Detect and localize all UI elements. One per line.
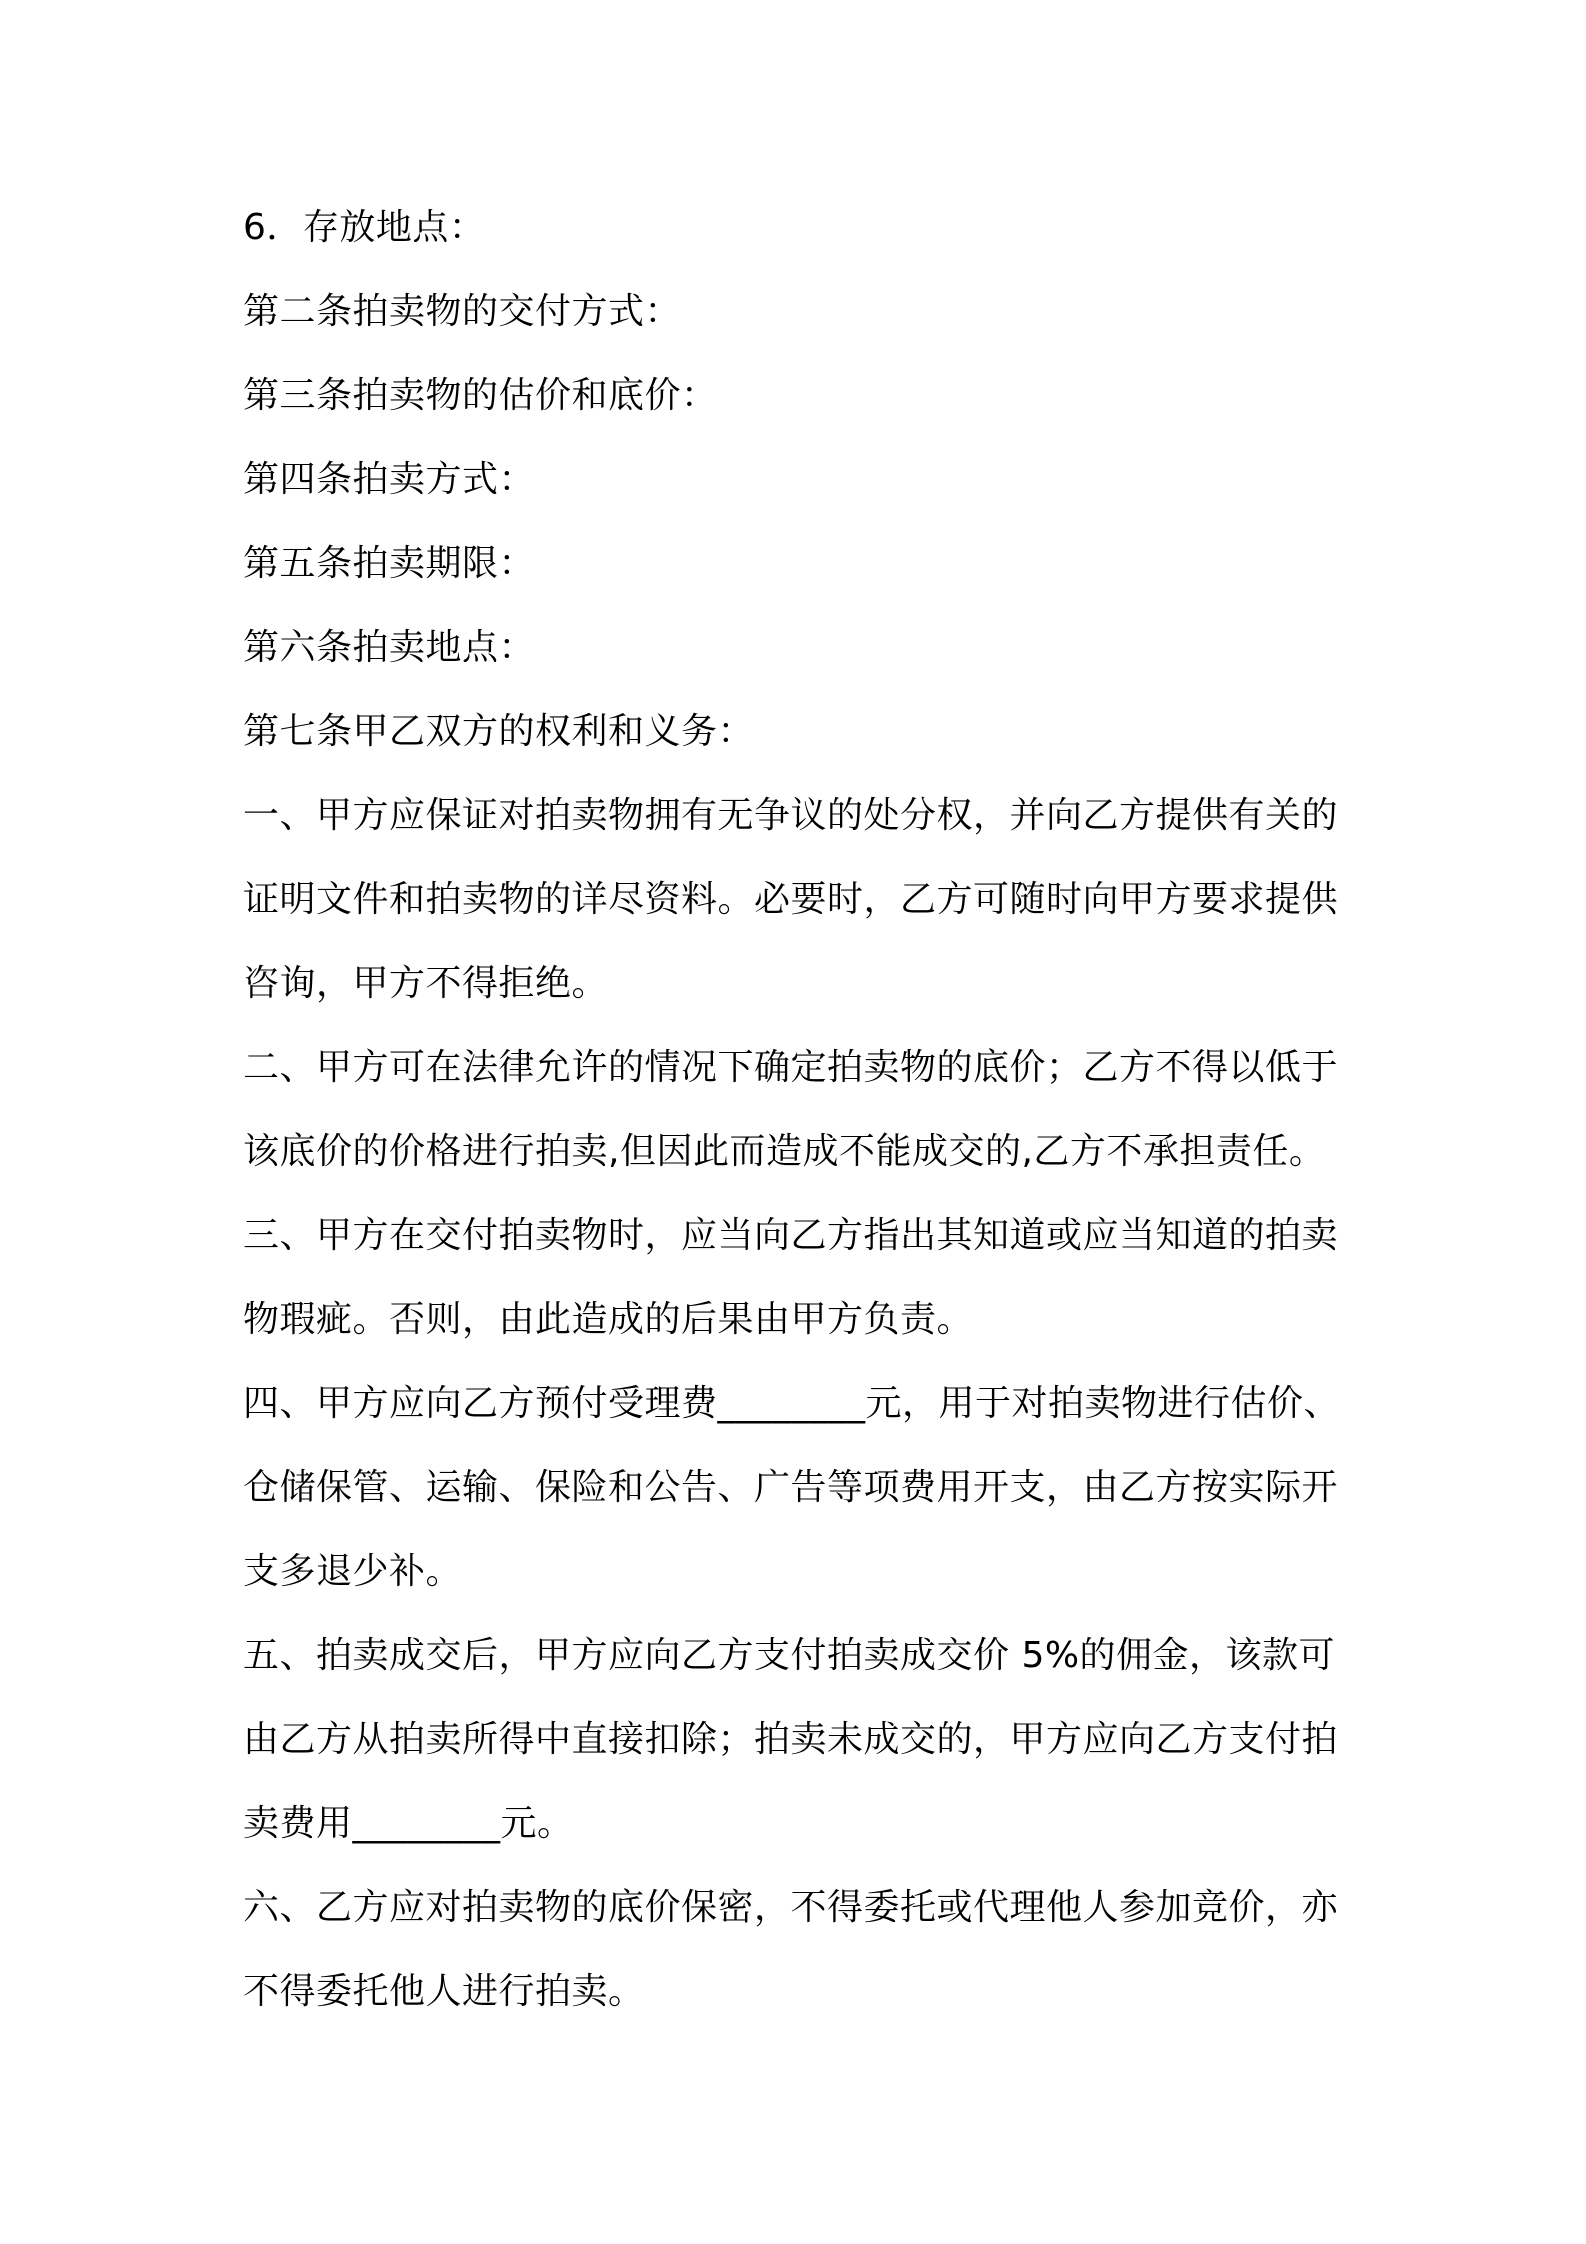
clause-4-line-2: 仓储保管、运输、保险和公告、广告等项费用开支，由乙方按实际开 (243, 1467, 1339, 1508)
clause-5-line-3: 卖费用________元。 (243, 1803, 574, 1844)
clause-5-line-2: 由乙方从拍卖所得中直接扣除；拍卖未成交的，甲方应向乙方支付拍 (243, 1719, 1339, 1760)
clause-5-line-1: 五、拍卖成交后，甲方应向乙方支付拍卖成交价 5%的佣金，该款可 (243, 1635, 1336, 1676)
article-2-delivery-line: 第二条拍卖物的交付方式： (243, 291, 682, 332)
clause-6-line-1: 六、乙方应对拍卖物的底价保密，不得委托或代理他人参加竞价，亦 (243, 1887, 1339, 1928)
clause-3-line-1: 三、甲方在交付拍卖物时，应当向乙方指出其知道或应当知道的拍卖 (243, 1215, 1339, 1256)
clause-6-line-2: 不得委托他人进行拍卖。 (243, 1971, 645, 2012)
article-6-location-line: 第六条拍卖地点： (243, 627, 536, 668)
clause-4-line-1: 四、甲方应向乙方预付受理费________元，用于对拍卖物进行估价、 (243, 1383, 1341, 1424)
article-4-method-line: 第四条拍卖方式： (243, 459, 536, 500)
clause-4-line-3: 支多退少补。 (243, 1551, 463, 1592)
clause-1-line-2: 证明文件和拍卖物的详尽资料。必要时，乙方可随时向甲方要求提供 (243, 879, 1339, 920)
document-body (243, 198, 1378, 2046)
clause-1-line-3: 咨询，甲方不得拒绝。 (243, 963, 609, 1004)
clause-3-line-2: 物瑕疵。否则，由此造成的后果由甲方负责。 (243, 1299, 974, 1340)
clause-2-line-2: 该底价的价格进行拍卖,但因此而造成不能成交的,乙方不承担责任。 (243, 1131, 1326, 1172)
storage-location-line: 6．存放地点： (243, 207, 486, 248)
article-5-period-line: 第五条拍卖期限： (243, 543, 536, 584)
article-3-valuation-line: 第三条拍卖物的估价和底价： (243, 375, 718, 416)
article-7-heading-line: 第七条甲乙双方的权利和义务： (243, 711, 755, 752)
clause-2-line-1: 二、甲方可在法律允许的情况下确定拍卖物的底价；乙方不得以低于 (243, 1047, 1339, 1088)
clause-1-line-1: 一、甲方应保证对拍卖物拥有无争议的处分权，并向乙方提供有关的 (243, 795, 1339, 836)
